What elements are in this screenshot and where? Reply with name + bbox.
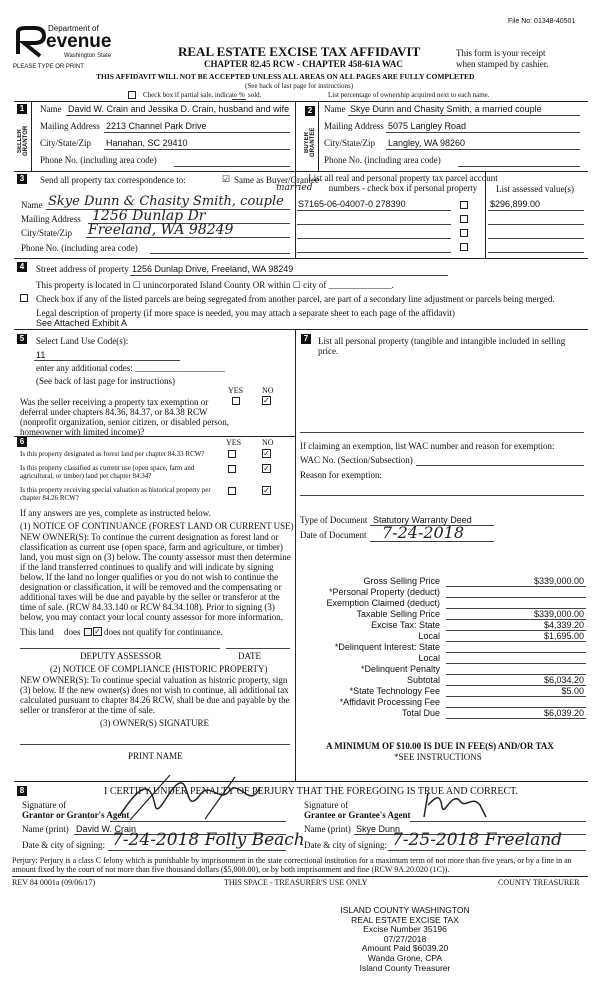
s6-q2-yes[interactable] <box>228 465 236 473</box>
perjury-statement: Perjury: Perjury is a class C felony which is punishable by imprisonment in the state correctional institution for a maximum term of not more than five years, or by a fine in an amount fixed by the court of not more than five thousand dollars ($5,000.00), or by both imprisonment and fine (RCW 9A.20.020 (1C)). <box>12 856 572 874</box>
personal-property-checkbox-2[interactable] <box>460 215 468 223</box>
buyer-name-value: Skye Dunn and Chasity Smith, a married couple <box>350 104 542 114</box>
same-as-checkbox[interactable]: ☑ <box>222 174 231 184</box>
s5-q1-no[interactable]: ✓ <box>263 396 270 405</box>
correspondence-phone-label: Phone No. (including area code) <box>21 243 138 253</box>
notice-compliance-text: NEW OWNER(S): To continue special valuation as historic property, sign (3) below. If the new owner(s) does not wish to continue, all additional tax calculated pursuant to chapter 84.26 RCW, shall be due and payable by the seller or transferor at the time of sale. <box>20 675 290 715</box>
exemption-question: Was the seller receiving a property tax exemption or deferral under chapters 84.36, 84.37, or 84.38 RCW (nonprofit organization, senior citizen, or disabled person, homeowner with limited income)? <box>20 397 230 437</box>
buyer-name-label: Name <box>324 104 346 114</box>
land-use-label: Select Land Use Code(s): <box>36 336 129 346</box>
grantor-name-label: Name (print) <box>22 824 69 834</box>
s5-no-header: NO <box>262 386 274 395</box>
seller-city-value: Hanahan, SC 29410 <box>106 138 188 148</box>
seller-mail-label: Mailing Address <box>40 121 100 131</box>
tax-row: Total Due $6,039.20 <box>401 708 584 718</box>
segregated-checkbox[interactable] <box>20 294 28 302</box>
s6-q3-yes[interactable] <box>228 487 236 495</box>
s5-q1-yes[interactable] <box>232 397 240 405</box>
grantor-date-label: Date & city of signing: <box>22 840 105 850</box>
receipt-note-2: when stamped by cashier. <box>456 59 549 69</box>
tax-row: Subtotal $6,034.20 <box>406 675 584 685</box>
exemption-claim-label: If claiming an exemption, list WAC number and reason for exemption: <box>300 441 555 451</box>
s5-yes-header: YES <box>228 386 244 395</box>
tax-row: *Delinquent Interest: State <box>300 642 590 653</box>
partial-sale-label: Check box if partial sale, indicate % <box>143 91 245 99</box>
correspondence-city-handwritten: Freeland, WA 98249 <box>88 222 234 238</box>
treasurer-space: THIS SPACE - TREASURER'S USE ONLY <box>224 878 368 887</box>
doc-date-handwritten: 7-24-2018 <box>382 523 465 542</box>
married-handwritten: married <box>276 183 313 193</box>
additional-codes: enter any additional codes: ____________________ <box>36 363 225 373</box>
revenue-r-logo-icon <box>14 26 48 58</box>
personal-property-checkbox-1[interactable] <box>460 201 468 209</box>
section-2-number: 2 <box>305 106 315 116</box>
grantor-date-handwritten: 7-24-2018 Folly Beach <box>112 830 305 850</box>
seller-phone-label: Phone No. (including area code) <box>40 155 157 165</box>
warning-text: THIS AFFIDAVIT WILL NOT BE ACCEPTED UNLESS ALL AREAS ON ALL PAGES ARE FULLY COMPLETED <box>96 72 475 81</box>
see-back-note: (See back of last page for instructions) <box>245 82 354 90</box>
wac-label: WAC No. (Section/Subsection) <box>300 455 413 465</box>
please-type: PLEASE TYPE OR PRINT <box>13 64 84 70</box>
segregated-text: Check box if any of the listed parcels are being segregated from another parcel, are part of a secondary line adjustment or parcels being merged. <box>36 294 555 304</box>
assessed-value: $296,899.00 <box>490 199 541 209</box>
doc-type-value: Statutory Warranty Deed <box>373 515 472 525</box>
historic-question: Is this property receiving special valuation as historical property per chapter 84.26 RCW? <box>20 486 211 502</box>
tax-row: Local <box>300 653 590 664</box>
logo-dept: Department of <box>48 24 99 33</box>
land-does-not-checkbox[interactable]: ✓ <box>94 627 101 636</box>
correspondence-name-handwritten: Skye Dunn & Chasity Smith, couple <box>48 194 284 209</box>
grantee-date-label: Date & city of signing: <box>304 840 387 850</box>
logo-word: evenue <box>46 31 112 52</box>
same-as-label: Same as Buyer/Grantee <box>234 175 319 185</box>
stamp-line: Excise Number 35196 <box>363 924 447 935</box>
doc-type-label: Type of Document <box>300 515 368 525</box>
s6-q1-no[interactable]: ✓ <box>263 449 270 458</box>
doc-date-label: Date of Document <box>300 530 367 540</box>
stamp-line: ISLAND COUNTY WASHINGTON <box>340 905 470 915</box>
stamp-line: REAL ESTATE EXCISE TAX <box>351 914 459 925</box>
land-use-see-back: (See back of last page for instructions) <box>36 376 175 386</box>
form-title: REAL ESTATE EXCISE TAX AFFIDAVIT <box>178 44 421 59</box>
seller-mail-value: 2213 Channel Park Drive <box>106 121 207 131</box>
correspondence-mail-label: Mailing Address <box>21 214 81 224</box>
stamp-line: 07/27/2018 <box>383 933 427 944</box>
legal-description-label: Legal description of property (if more space is needed, you may attach a separate sheet to each page of the affidavit) <box>36 308 455 318</box>
this-land-label: This land <box>20 627 54 637</box>
street-address-value: 1256 Dunlap Drive, Freeland, WA 98249 <box>132 264 294 274</box>
grantee-sig-label-2: Grantee or Grantee's Agent <box>304 810 411 820</box>
land-use-code: 11 <box>36 350 46 360</box>
personal-property-checkbox-3[interactable] <box>460 229 468 237</box>
does-not-label: does not qualify for continuance. <box>104 627 223 637</box>
tax-row: Taxable Selling Price $339,000.00 <box>356 609 584 619</box>
logo-state: Washington State <box>64 53 112 59</box>
rev-number: REV 84 0001a (09/06/17) <box>12 878 96 887</box>
parcel-number: S7165-06-04007-0 278390 <box>298 199 406 209</box>
if-any-yes: If any answers are yes, complete as instructed below. <box>20 508 211 518</box>
s6-yes-header: YES <box>226 438 242 447</box>
section-5-number: 5 <box>17 334 27 344</box>
grantee-sig-label-1: Signature of <box>304 800 349 810</box>
tax-row: *Affidavit Processing Fee <box>300 697 590 708</box>
notice-continuance-title: (1) NOTICE OF CONTINUANCE (FOREST LAND OR CURRENT USE) <box>20 521 294 531</box>
grantee-name-label: Name (print) <box>304 824 351 834</box>
tax-row: *Delinquent Penalty <box>300 664 590 675</box>
land-does-checkbox[interactable] <box>84 628 92 636</box>
grantor-sig-label-1: Signature of <box>22 800 67 810</box>
street-address-label: Street address of property <box>36 264 129 274</box>
buyer-city-value: Langley, WA 98260 <box>388 138 466 148</box>
list-percentage-label: List percentage of ownership acquired next to each name. <box>328 91 490 99</box>
sold-label: sold. <box>248 91 262 99</box>
see-instructions: *SEE INSTRUCTIONS <box>394 752 482 762</box>
grantee-date-handwritten: 7-25-2018 Freeland <box>392 830 563 850</box>
tax-row: *State Technology Fee $5.00 <box>349 686 584 696</box>
print-name-label: PRINT NAME <box>128 751 183 761</box>
date-label: DATE <box>238 651 261 661</box>
tax-row: Exemption Claimed (deduct) <box>300 598 590 609</box>
s6-no-header: NO <box>262 438 274 447</box>
tax-calculation-table <box>300 576 590 719</box>
buyer-mail-value: 5075 Langley Road <box>388 121 467 131</box>
tax-row: Local $1,695.00 <box>418 631 584 641</box>
notice-continuance-text: NEW OWNER(S): To continue the current designation as forest land or classification as current use (open space, farm and agriculture, or timber) land, you must sign on (3) below. The county assessor must then determine if the land transferred continues to qualify and will indicate by signing below. If the land no longer qualifies or you do not wish to continue the designation or classification, it will be removed and the compensating or additional taxes will be due and payable by the seller or transferor at the time of sale. (RCW 84.33.140 or RCW 84.34.108). Prior to signing (3) below, you may contact your local county assessor for more information. <box>20 532 291 622</box>
parcel-header: List all real and personal property tax parcel account numbers - check box if personal property <box>308 173 498 193</box>
section-4-number: 4 <box>17 262 27 272</box>
seller-name-value: David W. Crain and Jessika D. Crain, husband and wife <box>68 104 290 114</box>
personal-property-label: List all personal property (tangible and intangible included in selling price. <box>318 336 566 356</box>
buyer-city-label: City/State/Zip <box>324 138 375 148</box>
section-6-number: 6 <box>17 437 27 447</box>
tax-row: *Personal Property (deduct) <box>300 587 590 598</box>
deputy-assessor-label: DEPUTY ASSESSOR <box>80 651 162 661</box>
send-correspondence-label: Send all property tax correspondence to: <box>40 175 186 185</box>
stamp-line: Island County Treasurer <box>359 962 451 973</box>
s6-q3-no[interactable]: ✓ <box>263 486 270 495</box>
buyer-side-label: BUYER GRANTEE <box>304 127 316 157</box>
grantor-sig-label-2: Grantor or Grantor's Agent <box>22 810 130 820</box>
stamp-line: Wanda Grone, CPA <box>367 952 443 963</box>
minimum-fee-note: A MINIMUM OF $10.00 IS DUE IN FEE(S) AND/OR TAX <box>326 741 554 751</box>
file-number: File No: 01348-40501 <box>508 18 576 25</box>
correspondence-mail-handwritten: 1256 Dunlap Dr <box>92 208 206 224</box>
section-1-number: 1 <box>17 104 27 114</box>
correspondence-name-label: Name <box>21 200 43 210</box>
county-treasurer-label: COUNTY TREASURER <box>498 878 580 887</box>
owner-signature-label: (3) OWNER(S) SIGNATURE <box>100 718 209 728</box>
reason-label: Reason for exemption: <box>300 470 382 480</box>
receipt-note-1: This form is your receipt <box>456 48 546 58</box>
tax-row: Gross Selling Price $339,000.00 <box>363 576 584 586</box>
correspondence-city-label: City/State/Zip <box>21 228 72 238</box>
assessed-header: List assessed value(s) <box>496 184 574 194</box>
current-use-question: Is this property classified as current use (open space, farm and agricultural, or timber) land per chapter 84.34? <box>20 464 195 480</box>
partial-sale-checkbox[interactable] <box>128 91 136 99</box>
seller-name-label: Name <box>40 104 62 114</box>
s6-q2-no[interactable]: ✓ <box>263 464 270 473</box>
seller-city-label: City/State/Zip <box>40 138 91 148</box>
personal-property-checkbox-4[interactable] <box>460 243 468 251</box>
section-7-number: 7 <box>301 334 311 344</box>
section-3-number: 3 <box>17 174 27 184</box>
located-in-text: This property is located in ☐ unincorporated Island County OR within ☐ city of ______________. <box>36 280 394 290</box>
notice-compliance-title: (2) NOTICE OF COMPLIANCE (HISTORIC PROPERTY) <box>50 664 268 674</box>
s6-q1-yes[interactable] <box>228 450 236 458</box>
grantor-name-value: David W. Crain <box>76 824 137 834</box>
grantor-signature-icon <box>110 775 270 825</box>
tax-row: Excise Tax: State $4,339.20 <box>371 620 584 630</box>
forest-land-question: Is this property designated as forest land per chapter 84.33 RCW? <box>20 450 205 458</box>
legal-description-value: See Attached Exhibit A <box>36 318 128 328</box>
treasurer-stamp <box>330 906 480 973</box>
revenue-logo <box>12 22 132 64</box>
stamp-line: Amount Paid $6039.20 <box>361 943 449 954</box>
grantee-name-value: Skye Dunn <box>356 824 401 834</box>
does-label: does <box>64 627 81 637</box>
grantee-signature-icon <box>416 787 496 823</box>
section-8-number: 8 <box>17 786 27 796</box>
form-subtitle: CHAPTER 82.45 RCW - CHAPTER 458-61A WAC <box>204 59 403 69</box>
buyer-phone-label: Phone No. (including area code) <box>324 155 441 165</box>
buyer-mail-label: Mailing Address <box>324 121 384 131</box>
certify-statement: I CERTIFY UNDER PENALTY OF PERJURY THAT THE FOREGOING IS TRUE AND CORRECT. <box>104 786 518 797</box>
seller-side-label: SELLER GRANTOR <box>17 125 29 157</box>
